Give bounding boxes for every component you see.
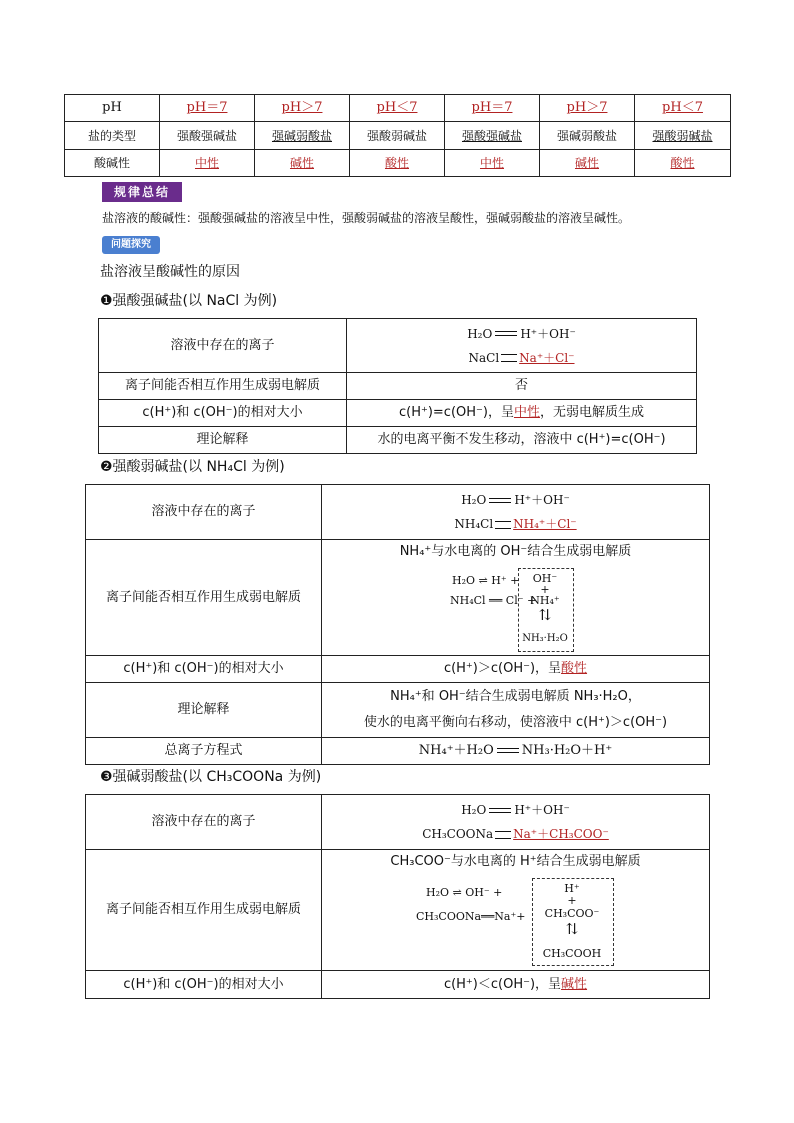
cell: 强酸强碱盐: [160, 122, 255, 150]
table-row: [86, 683, 710, 738]
label-cell: 离子间能否相互作用生成弱电解质: [86, 850, 322, 971]
reaction-line: H₂O ⇌ H⁺ +: [452, 574, 520, 587]
cell: 碱性: [540, 150, 635, 177]
table-row: [86, 656, 710, 683]
value-cell: 水的电离平衡不发生移动，溶液中 c(H⁺)=c(OH⁻): [347, 427, 697, 454]
label-cell: 理论解释: [99, 427, 347, 454]
cell: 酸性: [635, 150, 731, 177]
table-row: [99, 373, 697, 400]
rule-text: 盐溶液的酸碱性：强酸强碱盐的溶液呈中性，强酸弱碱盐的溶液呈酸性，强碱弱酸盐的溶液呈碱性。: [102, 211, 631, 225]
cell: pH＝7: [160, 95, 255, 122]
label-cell: 理论解释: [86, 683, 322, 738]
cell: 盐的类型: [65, 122, 160, 150]
table-row: [86, 795, 710, 850]
label-cell: 溶液中存在的离子: [99, 319, 347, 373]
table-row: [65, 122, 731, 150]
cell: 酸碱性: [65, 150, 160, 177]
table-row: [65, 150, 731, 177]
section2-table: [85, 484, 710, 765]
value-cell: c(H⁺)＞c(OH⁻)，呈酸性: [322, 656, 710, 683]
cell: pH＞7: [540, 95, 635, 122]
label-cell: 溶液中存在的离子: [86, 795, 322, 850]
table-row: [86, 971, 710, 999]
cell: 中性: [445, 150, 540, 177]
section1-heading: ❶强酸强碱盐(以 NaCl 为例): [100, 293, 278, 309]
equilibrium-arrow-icon: [489, 497, 511, 505]
cell: pH＜7: [635, 95, 731, 122]
value-cell: 否: [347, 373, 697, 400]
cell: 强酸弱碱盐: [635, 122, 731, 150]
cell: pH＜7: [350, 95, 445, 122]
summary-badge: 规律总结: [102, 182, 182, 202]
table-row: [86, 485, 710, 540]
section1-table: [98, 318, 697, 454]
cell: 碱性: [255, 150, 350, 177]
table-row: [99, 400, 697, 427]
label-cell: 溶液中存在的离子: [86, 485, 322, 540]
table-row: [86, 738, 710, 765]
cell: 强酸弱碱盐: [350, 122, 445, 150]
cell: pH＝7: [445, 95, 540, 122]
cell: pH＞7: [255, 95, 350, 122]
cell: 中性: [160, 150, 255, 177]
reaction-line: NH₄Cl ══ Cl⁻ +: [450, 594, 537, 607]
equation-cell: H₂O H⁺＋OH⁻ NaCl Na⁺＋Cl⁻: [347, 319, 697, 373]
inquiry-badge: 问题探究: [102, 236, 160, 254]
reversible-arrow-icon: ⇅: [538, 606, 552, 624]
section3-table: [85, 794, 710, 999]
equals-icon: [495, 831, 511, 839]
label-cell: 离子间能否相互作用生成弱电解质: [99, 373, 347, 400]
cell: 强碱弱酸盐: [255, 122, 350, 150]
label-cell: c(H⁺)和 c(OH⁻)的相对大小: [86, 656, 322, 683]
label-cell: c(H⁺)和 c(OH⁻)的相对大小: [86, 971, 322, 999]
diagram-cell: CH₃COO⁻与水电离的 H⁺结合生成弱电解质 H₂O ⇌ OH⁻ + CH₃COONa══Na⁺+ H⁺ + CH₃COO⁻ ⇅ CH₃COOH: [322, 850, 710, 971]
value-cell: NH₄⁺＋H₂O NH₃·H₂O＋H⁺: [322, 738, 710, 765]
value-cell: NH₄⁺和 OH⁻结合生成弱电解质 NH₃·H₂O， 使水的电离平衡向右移动，使溶液中 c(H⁺)＞c(OH⁻): [322, 683, 710, 738]
label-cell: 离子间能否相互作用生成弱电解质: [86, 540, 322, 656]
table-row: [86, 850, 710, 971]
cell: 强碱弱酸盐: [540, 122, 635, 150]
table-row: [65, 95, 731, 122]
equals-icon: [501, 354, 517, 362]
diagram-cell: NH₄⁺与水电离的 OH⁻结合生成弱电解质 H₂O ⇌ H⁺ + NH₄Cl ══ Cl⁻ + OH⁻ + NH₄⁺ ⇅ NH₃·H₂O: [322, 540, 710, 656]
value-cell: c(H⁺)=c(OH⁻)，呈中性，无弱电解质生成: [347, 400, 697, 427]
cell: 酸性: [350, 150, 445, 177]
cell: pH: [65, 95, 160, 122]
cell: 强酸强碱盐: [445, 122, 540, 150]
equals-icon: [495, 521, 511, 529]
ph-summary-table: [64, 94, 731, 177]
table-row: [99, 427, 697, 454]
value-cell: c(H⁺)＜c(OH⁻)，呈碱性: [322, 971, 710, 999]
table-row: [99, 319, 697, 373]
label-cell: 总离子方程式: [86, 738, 322, 765]
table-row: [86, 540, 710, 656]
equilibrium-arrow-icon: [489, 807, 511, 815]
intro-text: 盐溶液呈酸碱性的原因: [100, 264, 240, 280]
section3-heading: ❸强碱弱酸盐(以 CH₃COONa 为例): [100, 769, 322, 785]
reaction-line: H₂O ⇌ OH⁻ +: [426, 886, 503, 899]
equation-cell: H₂O H⁺＋OH⁻ CH₃COONa Na⁺＋CH₃COO⁻: [322, 795, 710, 850]
label-cell: c(H⁺)和 c(OH⁻)的相对大小: [99, 400, 347, 427]
reaction-line: CH₃COONa══Na⁺+: [416, 910, 526, 923]
equilibrium-arrow-icon: [495, 330, 517, 338]
reversible-arrow-icon: ⇅: [565, 920, 579, 938]
section2-heading: ❷强酸弱碱盐(以 NH₄Cl 为例): [100, 459, 285, 475]
equation-cell: H₂O H⁺＋OH⁻ NH₄Cl NH₄⁺＋Cl⁻: [322, 485, 710, 540]
equilibrium-arrow-icon: [497, 747, 519, 755]
